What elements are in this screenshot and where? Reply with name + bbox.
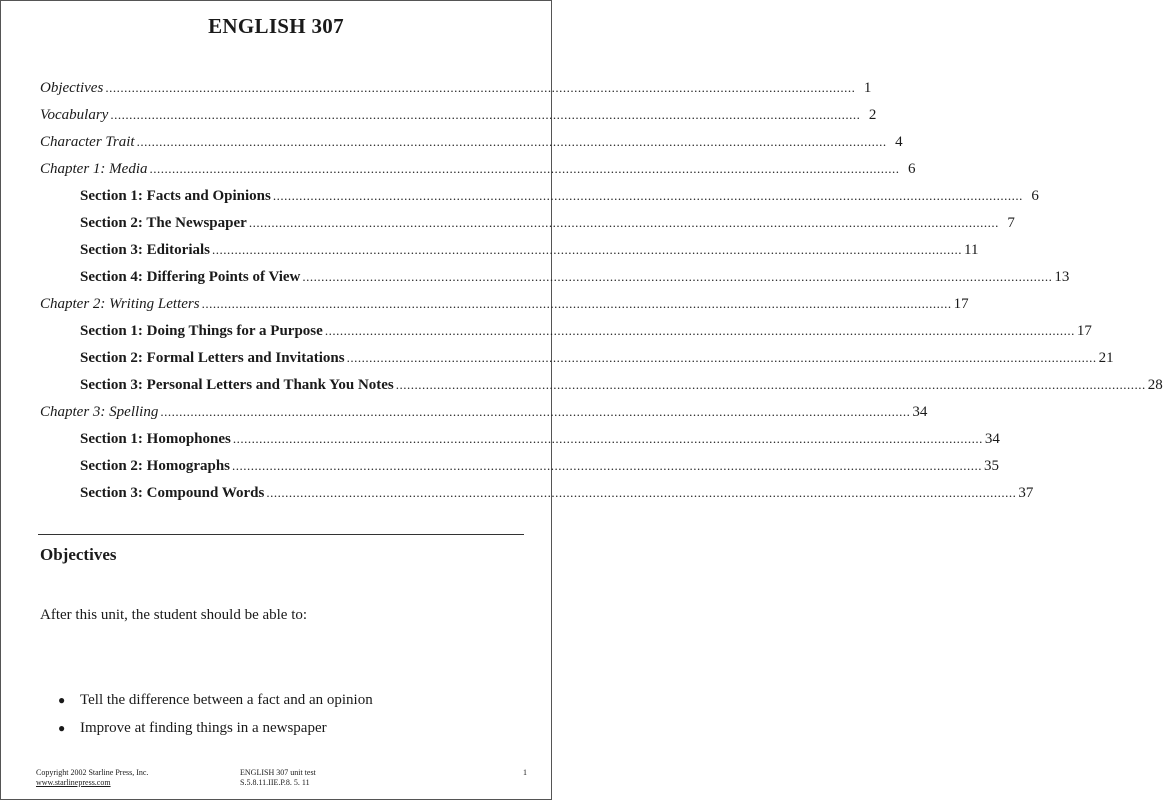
toc-entry-objectives[interactable] <box>40 80 872 102</box>
objective-text: Improve at finding things in a newspaper <box>80 720 327 736</box>
toc-entry-label: Section 3: Editorials <box>80 242 210 258</box>
toc-entry-page: 1 <box>863 80 872 96</box>
leader-dots: ........................................................................................................................................................................................................ <box>395 377 1146 392</box>
leader-dots: ........................................................................................................................................................................................................ <box>105 80 856 95</box>
toc-entry-page: 11 <box>964 242 979 258</box>
toc-entry-label: Section 1: Doing Things for a Purpose <box>80 323 323 339</box>
toc-entry-page: 4 <box>895 134 903 150</box>
section-divider <box>38 534 524 535</box>
website-link[interactable]: www.starlinepress.com <box>36 778 111 787</box>
toc-entry-label: Section 3: Personal Letters and Thank You Notes <box>80 377 394 393</box>
bullet-icon: ● <box>58 693 66 707</box>
toc-entry-page: 17 <box>953 296 969 312</box>
objective-text: Tell the difference between a fact and an opinion <box>80 692 373 708</box>
document-title: ENGLISH 307 <box>208 14 344 38</box>
toc-entry-vocabulary[interactable] <box>40 107 877 129</box>
toc-entry-chapter-2[interactable] <box>40 296 969 318</box>
toc-entry-label: Section 2: Formal Letters and Invitations <box>80 350 345 366</box>
leader-dots: ........................................................................................................................................................................................................ <box>346 350 1097 365</box>
toc-entry-label: Vocabulary <box>40 107 109 123</box>
leader-dots: ........................................................................................................................................................................................................ <box>201 296 952 311</box>
toc-entry-label: Section 4: Differing Points of View <box>80 269 301 285</box>
toc-entry-label: Chapter 1: Media <box>40 161 148 177</box>
leader-dots: ........................................................................................................................................................................................................ <box>232 431 983 446</box>
leader-dots: ........................................................................................................................................................................................................ <box>272 188 1023 203</box>
footer-publisher <box>36 768 148 788</box>
leader-dots: ........................................................................................................................................................................................................ <box>248 215 999 230</box>
toc-entry-page: 17 <box>1076 323 1092 339</box>
leader-dots: ........................................................................................................................................................................................................ <box>324 323 1075 338</box>
toc-entry-ch3-section-1[interactable] <box>80 431 1000 453</box>
objectives-intro: After this unit, the student should be able to: <box>40 607 308 623</box>
toc-entry-page: 34 <box>984 431 1000 447</box>
toc-entry-page: 35 <box>984 458 999 474</box>
toc-entry-ch1-section-3[interactable] <box>80 242 979 264</box>
toc-entry-label: Chapter 2: Writing Letters <box>40 296 200 312</box>
toc-entry-label: Section 3: Compound Words <box>80 485 265 501</box>
leader-dots: ........................................................................................................................................................................................................ <box>302 269 1053 284</box>
toc-entry-label: Section 1: Homophones <box>80 431 231 447</box>
toc-entry-character-trait[interactable] <box>40 134 903 156</box>
copyright-text: Copyright 2002 Starline Press, Inc. <box>36 768 149 777</box>
leader-dots: ........................................................................................................................................................................................................ <box>232 458 982 473</box>
toc-entry-ch1-section-1[interactable] <box>80 188 1039 210</box>
unit-title: ENGLISH 307 unit test <box>240 768 316 777</box>
unit-code: S.5.8.11.IIE.P.8. 5. 11 <box>240 778 310 787</box>
toc-entry-page: 6 <box>907 161 916 177</box>
leader-dots: ........................................................................................................................................................................................................ <box>160 404 911 419</box>
toc-entry-ch3-section-2[interactable] <box>80 458 999 480</box>
toc-entry-label: Section 2: Homographs <box>80 458 230 474</box>
objectives-heading: Objectives <box>40 545 117 564</box>
leader-dots: ........................................................................................................................................................................................................ <box>136 134 887 149</box>
toc-entry-label: Section 2: The Newspaper <box>80 215 247 231</box>
toc-entry-ch3-section-3[interactable] <box>80 485 1034 507</box>
toc-entry-label: Objectives <box>40 80 104 96</box>
toc-entry-page: 13 <box>1054 269 1070 285</box>
leader-dots: ........................................................................................................................................................................................................ <box>110 107 861 122</box>
page-number: 1 <box>523 768 527 777</box>
toc-entry-ch2-section-2[interactable] <box>80 350 1114 372</box>
leader-dots: ........................................................................................................................................................................................................ <box>212 242 962 257</box>
objective-list-item <box>58 720 327 737</box>
toc-entry-ch2-section-1[interactable] <box>80 323 1092 345</box>
toc-entry-page: 28 <box>1147 377 1163 393</box>
toc-entry-page: 37 <box>1018 485 1034 501</box>
bullet-icon: ● <box>58 721 66 735</box>
toc-entry-label: Section 1: Facts and Opinions <box>80 188 271 204</box>
leader-dots: ........................................................................................................................................................................................................ <box>149 161 900 176</box>
toc-entry-label: Chapter 3: Spelling <box>40 404 159 420</box>
toc-entry-ch1-section-4[interactable] <box>80 269 1070 291</box>
toc-entry-page: 7 <box>1007 215 1015 231</box>
toc-entry-page: 21 <box>1098 350 1114 366</box>
footer-unit-info <box>240 768 316 788</box>
toc-entry-page: 6 <box>1031 188 1039 204</box>
toc-entry-page: 2 <box>868 107 877 123</box>
toc-entry-ch1-section-2[interactable] <box>80 215 1015 237</box>
toc-entry-page: 34 <box>912 404 928 420</box>
toc-entry-ch2-section-3[interactable] <box>80 377 1163 399</box>
objective-list-item <box>58 692 373 709</box>
leader-dots: ........................................................................................................................................................................................................ <box>266 485 1017 500</box>
toc-entry-label: Character Trait <box>40 134 135 150</box>
toc-entry-chapter-3[interactable] <box>40 404 928 426</box>
toc-entry-chapter-1[interactable] <box>40 161 916 183</box>
